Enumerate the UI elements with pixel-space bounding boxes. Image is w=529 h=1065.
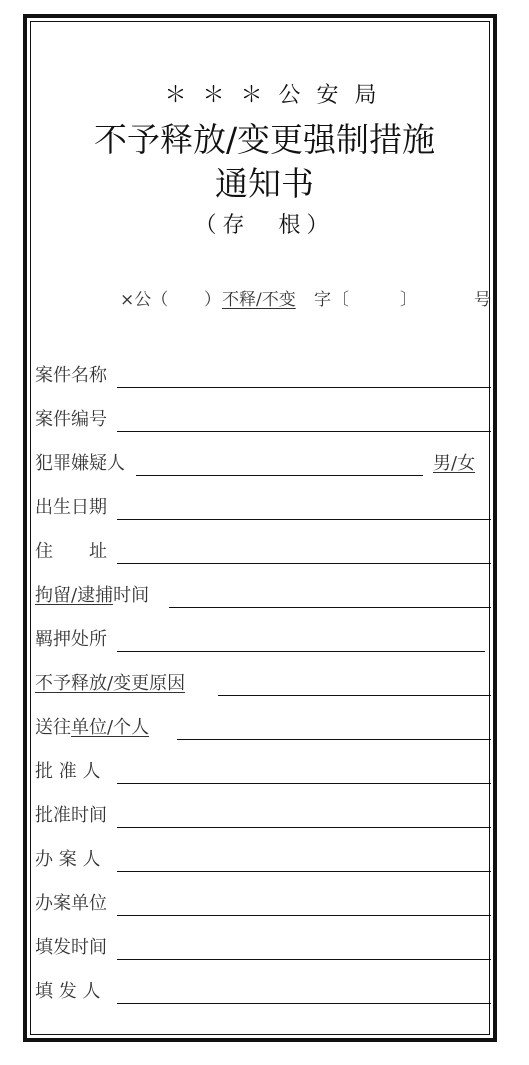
field-detention-time	[35, 578, 493, 606]
fill-line[interactable]	[117, 783, 491, 784]
doc-number-prefix: ×公（	[120, 290, 169, 310]
field-label: 住 址	[35, 541, 107, 562]
doc-number-suffix: 号	[474, 290, 491, 310]
field-case-name	[35, 358, 493, 386]
fill-line[interactable]	[136, 475, 423, 476]
doc-number-char: 字	[314, 290, 331, 310]
agency-name: ＊＊＊公安局	[164, 83, 393, 108]
field-label: 批 准 人	[35, 761, 101, 782]
field-reason	[35, 666, 493, 694]
fill-line[interactable]	[218, 695, 491, 696]
field-label: 办 案 人	[35, 849, 101, 870]
detention-type: 拘留/逮捕	[35, 585, 114, 606]
fill-line[interactable]	[117, 959, 491, 960]
field-fill-time	[35, 930, 493, 958]
stub-label: （存 根）	[194, 213, 335, 238]
field-case-number	[35, 402, 493, 430]
field-label: 羁押处所	[35, 629, 107, 650]
field-label: 案件编号	[35, 409, 107, 430]
field-filler	[35, 974, 493, 1002]
field-label	[35, 586, 149, 606]
field-label: 案件名称	[35, 365, 107, 386]
field-send-to	[35, 710, 493, 738]
field-approval-time	[35, 798, 493, 826]
doc-number-close-paren: ）	[204, 290, 221, 310]
fill-line[interactable]	[117, 387, 491, 388]
fill-line[interactable]	[117, 1003, 491, 1004]
fill-line[interactable]	[117, 915, 491, 916]
fill-line[interactable]	[117, 431, 491, 432]
field-label: 出生日期	[35, 497, 107, 518]
field-suspect	[35, 446, 493, 474]
field-address	[35, 534, 493, 562]
field-label: 批准时间	[35, 805, 107, 826]
fill-line[interactable]	[117, 827, 491, 828]
fill-line[interactable]	[117, 563, 491, 564]
fill-line[interactable]	[117, 651, 485, 652]
field-label: 填发时间	[35, 937, 107, 958]
field-approver	[35, 754, 493, 782]
field-birth-date	[35, 490, 493, 518]
fill-line[interactable]	[177, 739, 491, 740]
field-label	[35, 674, 185, 694]
reason-label: 不予释放/变更原因	[35, 673, 186, 694]
detention-time-tail: 时间	[113, 585, 150, 606]
field-label: 犯罪嫌疑人	[35, 453, 125, 474]
fill-line[interactable]	[169, 607, 491, 608]
field-label: 办案单位	[35, 893, 107, 914]
send-to-type: 单位/个人	[71, 717, 150, 738]
field-label: 填 发 人	[35, 981, 101, 1002]
doc-number-bracket-open: 〔	[332, 290, 349, 310]
field-custody-place	[35, 622, 493, 650]
send-to-prefix: 送往	[35, 717, 71, 738]
fill-line[interactable]	[117, 519, 491, 520]
document-title-line2: 通知书	[215, 164, 314, 203]
document-title-line1: 不予释放/变更强制措施	[93, 120, 436, 159]
doc-number-type: 不释/不变	[222, 290, 296, 310]
field-label	[35, 718, 149, 738]
gender-option[interactable]: 男/女	[433, 453, 476, 474]
doc-number-bracket-close: 〕	[400, 290, 417, 310]
field-handling-unit	[35, 886, 493, 914]
field-handler	[35, 842, 493, 870]
fill-line[interactable]	[117, 871, 491, 872]
